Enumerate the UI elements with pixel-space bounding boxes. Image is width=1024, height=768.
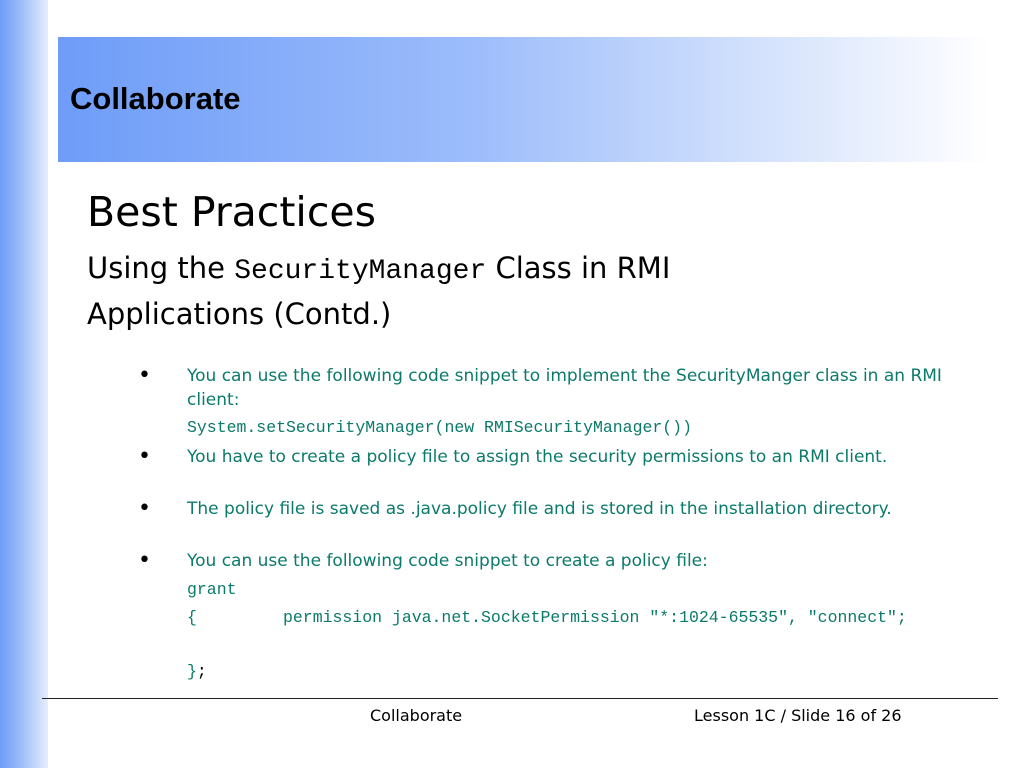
- footer-divider: [42, 698, 998, 699]
- bullet-marker: •: [138, 444, 151, 469]
- code-permission: permission java.net.SocketPermission "*:1024-65535", "connect";: [283, 608, 907, 627]
- subtitle-suffix: Class in RMI Applications (Contd.): [87, 251, 671, 331]
- bullet-text-3: The policy file is saved as .java.policy file and is stored in the installation directory.: [187, 499, 892, 519]
- bullet-marker: •: [138, 548, 151, 573]
- code-snippet-client: System.setSecurityManager(new RMISecurityManager()): [187, 418, 692, 437]
- code-policy-line-2: [187, 606, 962, 630]
- slide-subtitle: [87, 247, 847, 336]
- bullet-text-2: You have to create a policy file to assign the security permissions to an RMI client.: [187, 447, 888, 467]
- slide-title: Best Practices: [87, 188, 376, 236]
- subtitle-prefix: Using the: [87, 251, 235, 285]
- left-decor-stripe: [0, 0, 48, 768]
- header-title: Collaborate: [70, 81, 241, 116]
- bullet-marker: •: [138, 496, 151, 521]
- subtitle-code: SecurityManager: [234, 256, 487, 287]
- code-open-brace: {: [187, 608, 197, 627]
- bullet-text-4: You can use the following code snippet to create a policy file:: [187, 551, 708, 571]
- code-policy-line-1: grant: [187, 580, 237, 599]
- header-band: [58, 37, 990, 162]
- footer-slide-number: Lesson 1C / Slide 16 of 26: [694, 706, 902, 725]
- code-policy-line-3: [187, 660, 962, 684]
- bullet-marker: •: [138, 363, 151, 388]
- code-semicolon: ;: [196, 662, 207, 681]
- code-close-brace: }: [187, 662, 197, 681]
- bullet-text-1: You can use the following code snippet to implement the SecurityManger class in an RMI client:: [187, 366, 942, 410]
- footer-course: Collaborate: [370, 706, 463, 725]
